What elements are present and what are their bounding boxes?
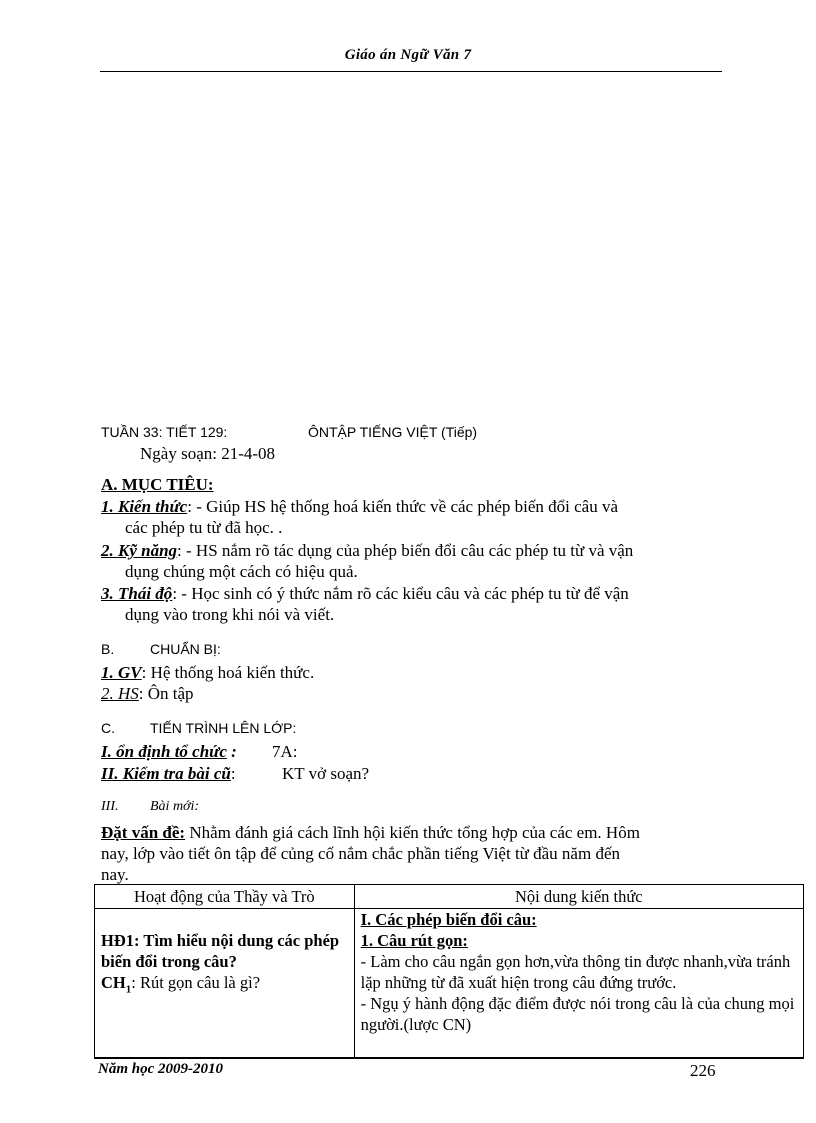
step-homework-check [101,763,236,784]
objective-text: : - Học sinh có ý thức nắm rõ các kiểu câu và các phép tu từ để vận [172,584,629,603]
lesson-title: ÔNTẬP TIẾNG VIỆT (Tiếp) [308,424,478,440]
content-cell [354,909,803,1059]
table-header-activities: Hoạt động của Thầy và Trò [95,885,355,909]
footer-school-year: Năm học 2009-2010 [98,1061,223,1077]
step-label: I. ổn định tổ chức [101,742,227,761]
step-separator: : [226,742,237,761]
section-b-letter: B. [101,641,115,657]
objective-attitude-cont: dụng vào trong khi nói và viết. [125,605,335,624]
section-3-numeral: III. [101,799,119,814]
prep-text: : Ôn tập [138,684,194,703]
header-divider [100,71,722,72]
prep-text: : Hệ thống hoá kiến thức. [141,663,315,682]
prep-students [101,683,194,704]
objective-skills [101,540,633,561]
prep-label: 2. HS [101,684,139,703]
page-header-title: Giáo án Ngữ Văn 7 [344,47,472,63]
activity-title: HĐ1: Tìm hiểu nội dung các phép biến đổi trong câu? [101,931,340,971]
intro-line-2: nay, lớp vào tiết ôn tập để củng cố nắm chắc phần tiếng Việt từ đầu năm đến [101,844,620,863]
intro-line-3: nay. [101,865,129,884]
intro-label: Đặt vấn đề: [101,823,186,842]
activity-cell [95,909,355,1059]
step-homework-value: KT vở soạn? [282,764,370,783]
question-label: CH [101,973,126,992]
objective-label: 2. Kỹ năng [101,541,178,560]
content-subheading: 1. Câu rút gọn: [360,931,468,950]
prep-teacher [101,662,314,683]
table-row [95,909,804,1059]
table-header-row [95,885,804,909]
objective-attitude [101,583,629,604]
objective-text: : - HS nắm rõ tác dụng của phép biến đổi câu các phép tu từ và vận [177,541,634,560]
question-text: : Rút gọn câu là gì? [131,973,261,992]
prep-label: 1. GV [101,663,142,682]
content-point: - Làm cho câu ngắn gọn hơn,vừa thông tin được nhanh,vừa tránh lặp những từ đã xuất hiện trong câu đứng trước. [360,952,791,992]
step-organization-value: 7A: [272,742,298,761]
objective-label: 3. Thái độ [101,584,173,603]
page-number: 226 [690,1061,716,1080]
step-separator: : [230,764,236,783]
objective-knowledge [101,496,618,517]
content-heading: I. Các phép biến đổi câu: [360,910,537,929]
step-label: II. Kiểm tra bài cũ [101,764,231,783]
step-organization [101,741,237,762]
section-3-heading: Bài mới: [150,799,200,814]
content-point: - Ngụ ý hành động đặc điểm được nói trong câu là của chung mọi người.(lược CN) [360,994,795,1034]
lesson-date: Ngày soạn: 21-4-08 [140,444,276,463]
objective-label: 1. Kiến thức [101,497,188,516]
week-lesson-number: TUẦN 33: TIẾT 129: [101,424,228,440]
objective-text: : - Giúp HS hệ thống hoá kiến thức về các phép biến đổi câu và [187,497,619,516]
section-b-heading: CHUẨN BỊ: [150,641,221,657]
table-header-content: Nội dung kiến thức [354,885,803,909]
intro-line-1 [101,822,640,843]
section-c-heading: TIẾN TRÌNH LÊN LỚP: [150,720,297,736]
footer-divider [94,1057,804,1058]
objective-knowledge-cont: các phép tu từ đã học. . [125,518,283,537]
intro-text: Nhằm đánh giá cách lĩnh hội kiến thức tổng hợp của các em. Hôm [185,823,640,842]
question-sub: 1 [125,983,132,996]
lesson-table [94,884,804,1059]
section-a-heading: A. MỤC TIÊU: [101,475,214,494]
section-c-letter: C. [101,720,115,736]
objective-skills-cont: dụng chúng một cách có hiệu quả. [125,562,358,581]
question-1 [101,972,348,1000]
